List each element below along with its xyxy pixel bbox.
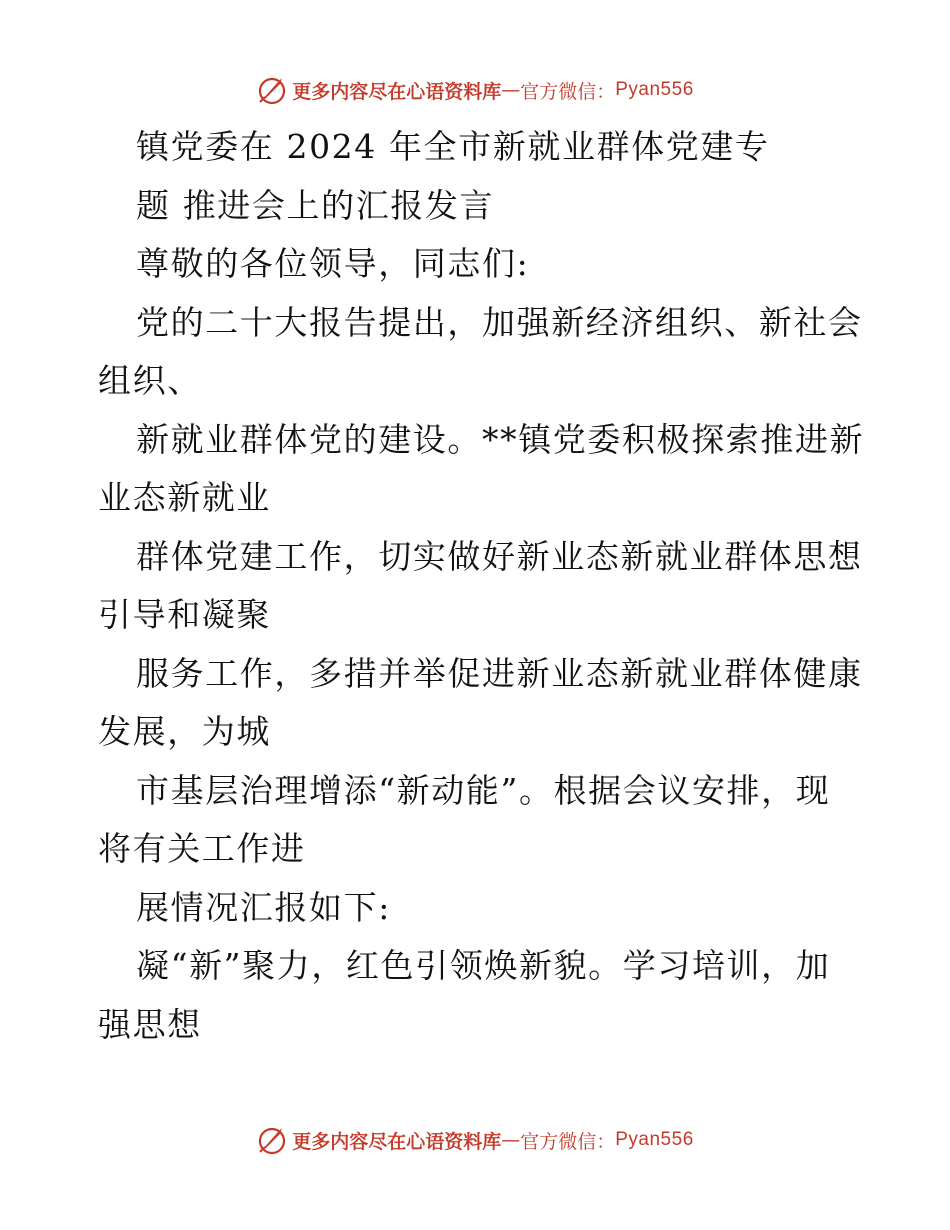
document-line: 党的二十大报告提出，加强新经济组织、新社会 [136, 302, 863, 342]
document-title-line-1: 镇党委在 2024 年全市新就业群体党建专 [136, 127, 770, 166]
document-line: 凝“新”聚力，红色引领焕新貌。学习培训，加 [136, 946, 831, 985]
banner-contact-label: 官方微信： [520, 1130, 616, 1153]
banner-separator: — [501, 1129, 521, 1151]
banner-contact-handle: Pyan556 [615, 1129, 694, 1150]
document-line: 将有关工作进 [98, 829, 306, 868]
banner-contact-label: 官方微信： [520, 80, 616, 103]
document-body [98, 118, 865, 1054]
banner-brand-text: 更多内容尽在心语资料库 [292, 1130, 502, 1153]
header-watermark-banner [0, 70, 950, 110]
document-line: 业态新就业 [98, 478, 271, 517]
quill-pen-logo-icon [256, 1124, 288, 1156]
document-line: 服务工作，多措并举促进新业态新就业群体健康 [136, 653, 863, 693]
banner-separator: — [501, 79, 521, 101]
quill-pen-logo-icon [256, 74, 288, 106]
document-title-line-2: 题 推进会上的汇报发言 [136, 185, 495, 225]
document-line: 新就业群体党的建设。**镇党委积极探索推进新 [136, 419, 865, 459]
banner-brand-text: 更多内容尽在心语资料库 [292, 80, 502, 103]
document-line: 发展，为城 [98, 712, 271, 751]
document-line: 组织、 [98, 361, 202, 400]
banner-contact-handle: Pyan556 [615, 79, 694, 100]
document-paragraphs [98, 294, 865, 1055]
document-line: 引导和凝聚 [98, 595, 271, 634]
document-line: 展情况汇报如下: [136, 887, 391, 927]
document-salutation: 尊敬的各位领导，同志们: [136, 244, 530, 283]
footer-watermark-banner [0, 1120, 950, 1160]
document-line: 群体党建工作，切实做好新业态新就业群体思想 [136, 536, 863, 576]
document-line: 市基层治理增添“新动能”。根据会议安排，现 [136, 770, 831, 810]
document-line: 强思想 [98, 1004, 202, 1044]
